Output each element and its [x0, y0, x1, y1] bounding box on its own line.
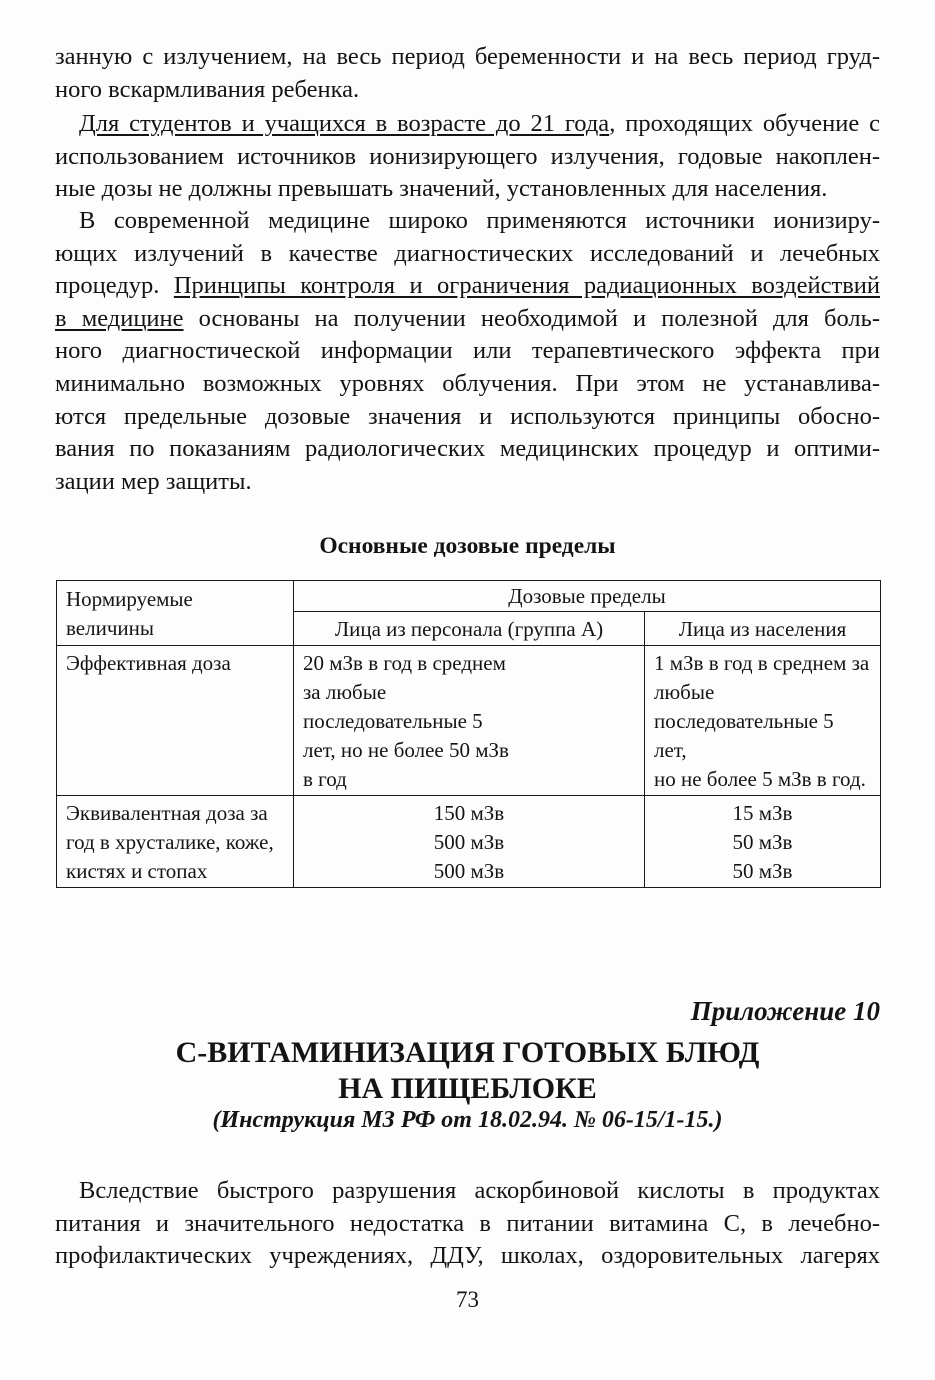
cell-line: в год: [303, 767, 347, 791]
heading-line: НА ПИЩЕБЛОКЕ: [338, 1072, 597, 1105]
table-row: [57, 646, 881, 796]
appendix-label: Приложение 10: [690, 996, 880, 1026]
paragraph-2: [55, 108, 880, 206]
text-line: [55, 108, 880, 141]
text-line: ются предельные дозовые значения и используются принципы обосно-: [55, 402, 880, 430]
text-fragment: основаны на получении необходимой и полезной для боль-: [183, 304, 880, 332]
text-fragment: , проходящих обучение с: [609, 110, 881, 137]
text-line: [55, 303, 880, 336]
text-line: использованием источников ионизирующего излучения, годовые накоплен-: [55, 142, 880, 170]
paragraph-3: [55, 205, 880, 498]
header-dose-limits: Дозовые пределы: [294, 581, 881, 612]
section-subheading: (Инструкция МЗ РФ от 18.02.94. № 06-15/1-15.): [212, 1107, 723, 1133]
text-line: профилактических учреждениях, ДДУ, школах, оздоровительных лагерях: [55, 1242, 880, 1270]
cell-line: 1 мЗв в год в среднем за: [654, 651, 870, 675]
cell-line: за любые: [303, 680, 387, 704]
table-header-row: [57, 581, 881, 612]
cell-line: 150 мЗв: [433, 801, 505, 825]
underlined-phrase: Для студентов и учащихся в возрасте до 21 года: [79, 110, 610, 137]
paragraph-4: [55, 1175, 880, 1273]
cell-staff: [294, 796, 645, 888]
text-line: минимально возможных уровнях облучения. При этом не устанавлива-: [55, 369, 880, 397]
text-line: В современной медицине широко применяются источники ионизиру-: [79, 207, 880, 234]
cell-public: [645, 646, 881, 796]
text-line: зации мер защиты.: [55, 467, 252, 495]
paragraph-1: [55, 41, 880, 106]
cell-line: последовательные 5: [303, 709, 483, 733]
text-line: вания по показаниям радиологических медицинских процедур и оптими-: [55, 435, 880, 463]
cell-line: 500 мЗв: [433, 859, 505, 883]
text-line: ного диагностической информации или терапевтического эффекта при: [55, 337, 880, 365]
text-line: ющих излучений в качестве диагностических исследований и лечебных: [55, 239, 880, 267]
cell-line: 15 мЗв: [732, 801, 793, 825]
cell-line: 20 мЗв в год в среднем: [303, 651, 506, 675]
section-heading: [55, 1035, 880, 1107]
text-line: [55, 270, 880, 303]
page-number: 73: [456, 1287, 479, 1312]
cell-line: 500 мЗв: [433, 830, 505, 854]
text-line: занную с излучением, на весь период беременности и на весь период груд-: [55, 43, 880, 70]
text-line: питания и значительного недостатка в питании витамина С, в лечебно-: [55, 1209, 880, 1237]
text-line: Вследствие быстрого разрушения аскорбиновой кислоты в продуктах: [79, 1177, 880, 1204]
underlined-phrase: в медицине: [55, 304, 184, 332]
text-line: ные дозы не должны превышать значений, установленных для населения.: [55, 175, 828, 203]
cell-public: [645, 796, 881, 888]
cell-line: 50 мЗв: [732, 830, 793, 854]
table-row: [57, 796, 881, 888]
underlined-phrase: Принципы контроля и ограничения радиационных воздействий: [173, 272, 880, 300]
dose-limits-table: [56, 580, 881, 888]
row-label: Эффективная доза: [57, 646, 294, 796]
cell-line: но не более 5 мЗв в год.: [654, 767, 866, 791]
header-staff: Лица из персонала (группа А): [294, 612, 645, 646]
cell-line: последовательные 5 лет,: [654, 709, 834, 762]
text-fragment: процедур.: [55, 272, 174, 300]
header-normalized-values: Нормируемые величины: [57, 581, 294, 646]
header-public: Лица из населения: [645, 612, 881, 646]
text-line: ного вскармливания ребенка.: [55, 75, 360, 103]
cell-line: лет, но не более 50 мЗв: [303, 738, 509, 762]
table-title: Основные дозовые пределы: [319, 533, 616, 559]
heading-line: С-ВИТАМИНИЗАЦИЯ ГОТОВЫХ БЛЮД: [175, 1036, 760, 1069]
cell-staff: [294, 646, 645, 796]
cell-line: любые: [654, 680, 715, 704]
cell-line: 50 мЗв: [732, 859, 793, 883]
row-label: Эквивалентная доза за год в хрусталике, коже, кистях и стопах: [57, 796, 294, 888]
